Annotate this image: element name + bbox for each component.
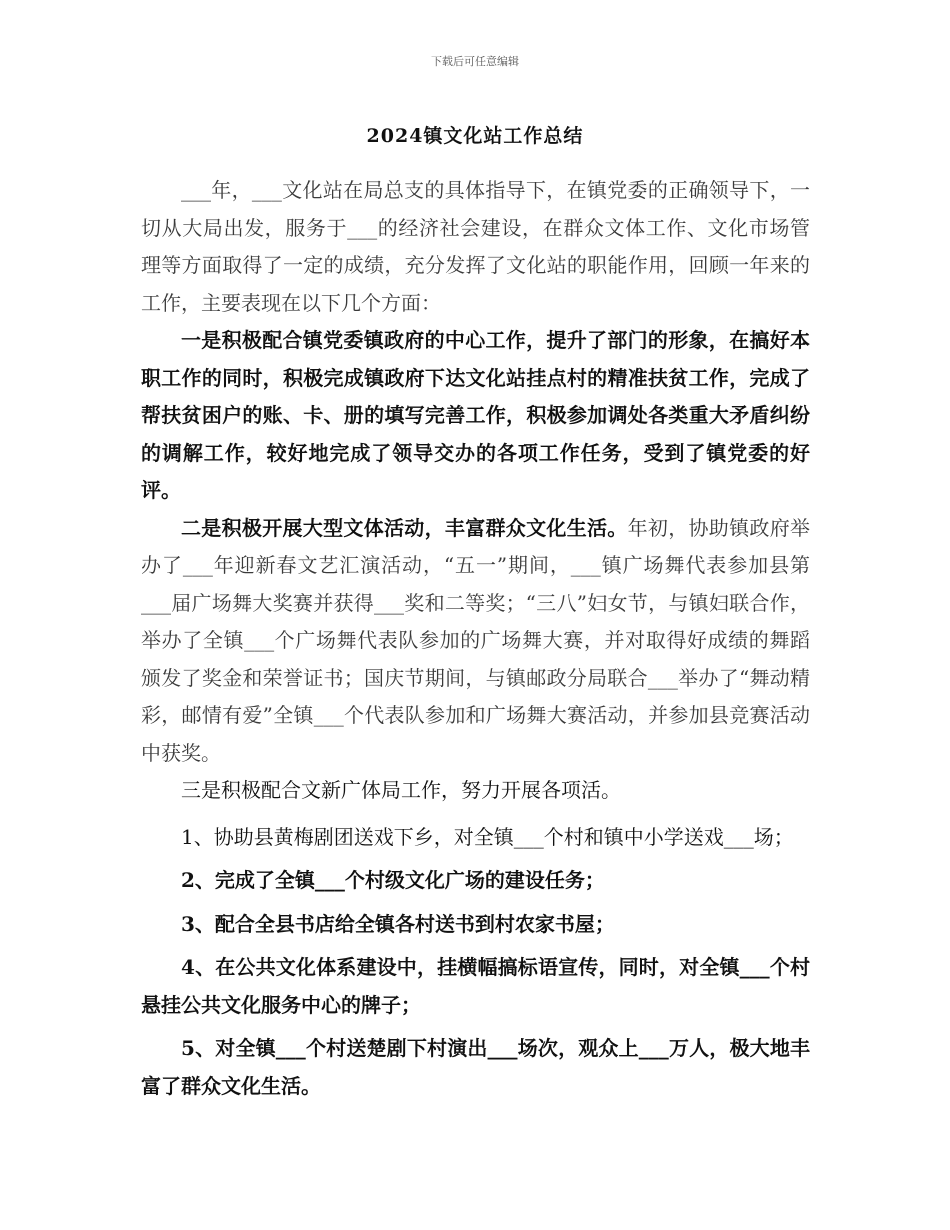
page-header-note: 下载后可任意编辑	[431, 55, 519, 68]
section-2-paragraph	[141, 510, 810, 773]
document-title: 2024镇文化站工作总结	[366, 125, 584, 147]
list-item: 3、配合全县书店给全镇各村送书到村农家书屋；	[181, 911, 615, 936]
section-2-body: 年初，协助镇政府举办了___年迎新春文艺汇演活动，“五一”期间，___镇广场舞代表参加县第___届广场舞大奖赛并获得___奖和二等奖；“三八”妇女节，与镇妇联合作，举办了全镇___个广场舞代表队参加的广场舞大赛，并对取得好成绩的舞蹈颁发了奖金和荣誉证书；国庆节期间，与镇邮政分局联合___举办了“舞动精彩，邮情有爱”全镇___个代表队参加和广场舞大赛活动，并参加县竞赛活动中获奖。	[141, 515, 811, 765]
section-1-paragraph: 一是积极配合镇党委镇政府的中心工作，提升了部门的形象，在搞好本职工作的同时，积极完成镇政府下达文化站挂点村的精准扶贫工作，完成了帮扶贫困户的账、卡、册的填写完善工作，积极参加调处各类重大矛盾纠纷的调解工作，较好地完成了领导交办的各项工作任务，受到了镇党委的好评。	[141, 328, 810, 502]
section-2-lead: 二是积极开展大型文体活动，丰富群众文化生活。	[181, 515, 628, 540]
document-body	[141, 172, 810, 1105]
list-item: 5、对全镇___个村送楚剧下村演出___场次，观众上___万人，极大地丰富了群众文化生活。	[141, 1036, 810, 1098]
section-3-lead: 三是积极配合文新广体局工作，努力开展各项活。	[181, 778, 621, 802]
list-item: 1、协助县黄梅剧团送戏下乡，对全镇___个村和镇中小学送戏___场；	[181, 824, 794, 849]
list-item: 4、在公共文化体系建设中，挂横幅搞标语宣传，同时，对全镇___个村悬挂公共文化服务中心的牌子；	[141, 955, 810, 1017]
list-item: 2、完成了全镇___个村级文化广场的建设任务；	[181, 868, 605, 892]
section-3-list	[141, 819, 810, 1106]
intro-paragraph: ___年，___文化站在局总支的具体指导下，在镇党委的正确领导下，一切从大局出发，服务于___的经济社会建设，在群众文体工作、文化市场管理等方面取得了一定的成绩，充分发挥了文化站的职能作用，回顾一年来的工作，主要表现在以下几个方面：	[141, 178, 810, 315]
